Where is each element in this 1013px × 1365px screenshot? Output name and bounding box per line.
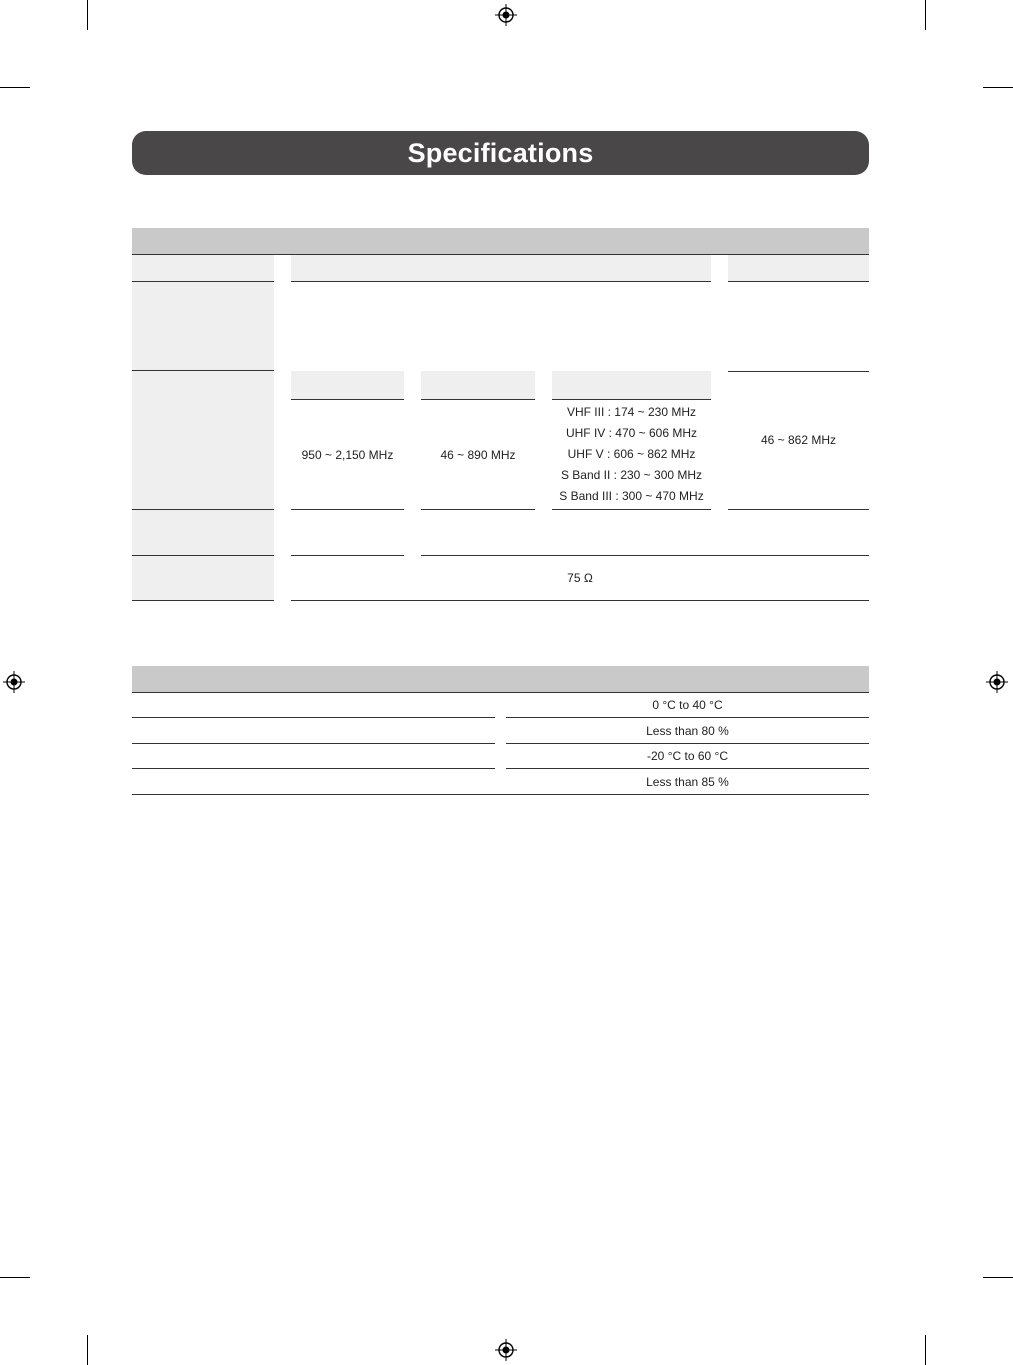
subheader-cable <box>421 371 535 399</box>
env-value: Less than 85 % <box>646 774 729 789</box>
subheader-terrestrial <box>552 371 711 399</box>
row-divider <box>728 509 869 510</box>
env-value: Less than 80 % <box>646 723 729 738</box>
impedance-value: 75 Ω <box>567 571 593 585</box>
row-divider <box>132 794 869 795</box>
page-title: Specifications <box>407 137 594 168</box>
row-divider <box>291 600 869 601</box>
registration-mark-icon <box>986 671 1008 693</box>
row-divider <box>132 768 495 769</box>
freq-band-line: UHF V : 606 ~ 862 MHz <box>567 447 696 461</box>
registration-mark-icon <box>495 1339 517 1361</box>
subheader-satellite <box>291 371 404 399</box>
crop-mark-top-right-h <box>983 87 1013 88</box>
table-header-bar <box>132 666 869 692</box>
crop-mark-bottom-right-h <box>983 1277 1013 1278</box>
crop-mark-top-right-v <box>925 0 926 30</box>
crop-mark-bottom-left-h <box>0 1277 30 1278</box>
crop-mark-top-left-h <box>0 87 30 88</box>
freq-cable: 46 ~ 890 MHz <box>440 447 516 462</box>
subheader-analog <box>728 255 869 281</box>
label-divider <box>132 600 274 601</box>
freq-band-line: VHF III : 174 ~ 230 MHz <box>566 405 697 419</box>
crop-mark-bottom-right-v <box>925 1335 926 1365</box>
label-divider <box>132 281 274 282</box>
env-value: -20 °C to 60 °C <box>647 749 728 763</box>
freq-band-line: UHF IV : 470 ~ 606 MHz <box>565 426 698 440</box>
page-title-bar <box>132 131 869 175</box>
env-value: 0 °C to 40 °C <box>652 698 723 712</box>
subheader-line <box>728 281 869 282</box>
freq-band-line: S Band III : 300 ~ 470 MHz <box>559 489 704 503</box>
freq-satellite: 950 ~ 2,150 MHz <box>301 447 394 462</box>
subheader-digital <box>291 255 711 281</box>
row-divider <box>421 509 535 510</box>
row-divider <box>132 717 495 718</box>
subheader-line <box>291 281 711 282</box>
row-divider <box>291 509 404 510</box>
freq-analog: 46 ~ 862 MHz <box>760 433 837 447</box>
registration-mark-icon <box>495 4 517 26</box>
label-column <box>132 255 274 600</box>
row-divider <box>132 743 495 744</box>
freq-band-line: S Band II : 230 ~ 300 MHz <box>560 468 703 482</box>
freq-terrestrial <box>552 400 711 509</box>
label-divider <box>132 370 274 371</box>
label-divider <box>132 555 274 556</box>
label-divider <box>132 509 274 510</box>
table-header-bar <box>132 228 869 254</box>
registration-mark-icon <box>3 671 25 693</box>
crop-mark-bottom-left-v <box>87 1335 88 1365</box>
row-divider <box>552 509 711 510</box>
crop-mark-top-left-v <box>87 0 88 30</box>
